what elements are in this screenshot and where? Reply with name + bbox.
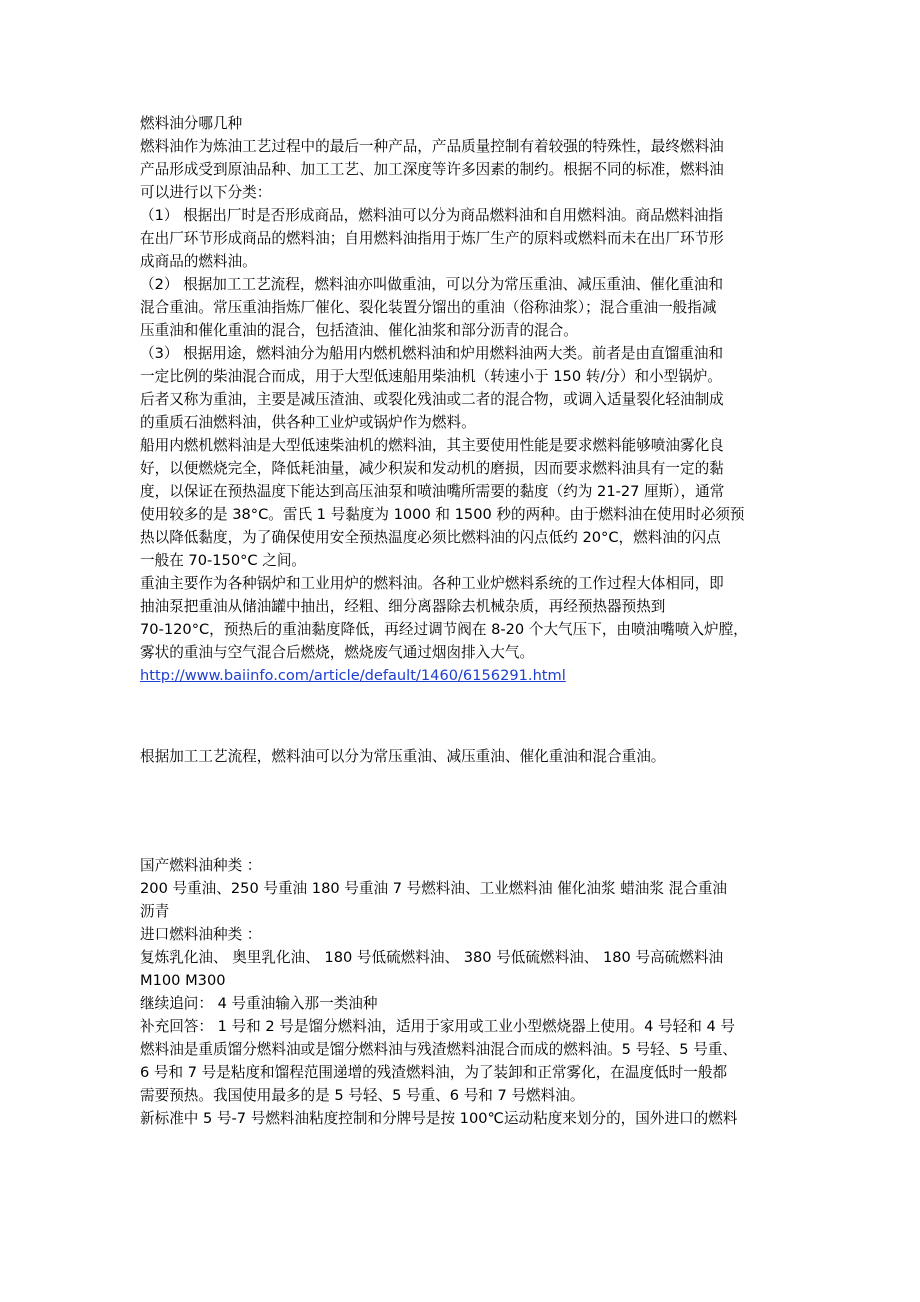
marine-line: 好，以便燃烧完全，降低耗油量，减少积炭和发动机的磨损，因而要求燃料油具有一定的黏 [140,460,724,477]
section2-line: （2） 根据加工工艺流程，燃料油亦叫做重油，可以分为常压重油、减压重油、催化重油和 [140,276,724,293]
section1-line: 在出厂环节形成商品的燃料油；自用燃料油指用于炼厂生产的原料或燃料而未在出厂环节形 [140,230,724,247]
answer-line: 6 号和 7 号是粘度和馏程范围递增的残渣燃料油，为了装卸和正常雾化，在温度低时一般都 [140,1064,728,1081]
section3-line: 后者又称为重油，主要是减压渣油、或裂化残油或二者的混合物，或调入适量裂化轻油制成 [140,391,724,408]
answer-line: 补充回答： 1 号和 2 号是馏分燃料油，适用于家用或工业小型燃烧器上使用。4 号轻和 4 号 [140,1018,735,1035]
section3-line: 一定比例的柴油混合而成，用于大型低速船用柴油机（转速小于 150 转/分）和小型锅炉。 [140,368,723,385]
import-line: M100 M300 [140,972,226,989]
heavy-oil-line: 雾状的重油与空气混合后燃烧，燃烧废气通过烟囱排入大气。 [140,644,535,661]
marine-line: 使用较多的是 38°C。雷氏 1 号黏度为 1000 和 1500 秒的两种。由于燃料油在使用时必须预 [140,506,745,523]
section2-line: 混合重油。常压重油指炼厂催化、裂化装置分馏出的重油（俗称油浆）；混合重油一般指减 [140,299,717,316]
doc-title: 燃料油分哪几种 [140,115,243,132]
section1-line: 成商品的燃料油。 [140,253,257,270]
import-title: 进口燃料油种类 ： [140,926,262,943]
marine-line: 热以降低黏度，为了确保使用安全预热温度必须比燃料油的闪点低约 20°C，燃料油的闪点 [140,529,721,546]
marine-line: 一般在 70-150°C 之间。 [140,552,307,569]
spacer [140,768,790,854]
import-line: 复炼乳化油、 奥里乳化油、 180 号低硫燃料油、 380 号低硫燃料油、 180 号高硫燃料油 [140,949,724,966]
marine-line: 度，以保证在预热温度下能达到高压油泵和喷油嘴所需要的黏度（约为 21-27 厘斯），通常 [140,483,725,500]
heavy-oil-line: 重油主要作为各种锅炉和工业用炉的燃料油。各种工业炉燃料系统的工作过程大体相同，即 [140,575,724,592]
section2-line: 压重油和催化重油的混合，包括渣油、催化油浆和部分沥青的混合。 [140,322,578,339]
intro-line: 燃料油作为炼油工艺过程中的最后一种产品，产品质量控制有着较强的特殊性，最终燃料油 [140,138,724,155]
domestic-title: 国产燃料油种类 ： [140,857,262,874]
intro-line: 产品形成受到原油品种、加工工艺、加工深度等许多因素的制约。根据不同的标准，燃料油 [140,161,724,178]
section3-line: 的重质石油燃料油，供各种工业炉或锅炉作为燃料。 [140,414,476,431]
section3-line: （3） 根据用途，燃料油分为船用内燃机燃料油和炉用燃料油两大类。前者是由直馏重油和 [140,345,724,362]
source-link[interactable]: http://www.baiinfo.com/article/default/1460/6156291.html [140,667,566,684]
summary-line: 根据加工工艺流程，燃料油可以分为常压重油、减压重油、催化重油和混合重油。 [140,748,666,765]
answer-line: 燃料油是重质馏分燃料油或是馏分燃料油与残渣燃料油混合而成的燃料油。5 号轻、5 号重、 [140,1041,738,1058]
document-body [140,112,790,1130]
heavy-oil-line: 70-120°C，预热后的重油黏度降低，再经过调节阀在 8-20 个大气压下，由喷油嘴喷入炉膛， [140,621,748,638]
spacer [140,687,790,745]
answer-line: 新标准中 5 号-7 号燃料油粘度控制和分牌号是按 100℃运动粘度来划分的，国外进口的燃料 [140,1110,738,1127]
source-link-row [140,664,790,687]
domestic-line: 沥青 [140,903,170,920]
heavy-oil-line: 抽油泵把重油从储油罐中抽出，经粗、细分离器除去机械杂质，再经预热器预热到 [140,598,666,615]
marine-line: 船用内燃机燃料油是大型低速柴油机的燃料油，其主要使用性能是要求燃料能够喷油雾化良 [140,437,724,454]
intro-line: 可以进行以下分类： [140,184,272,201]
section1-line: （1） 根据出厂时是否形成商品，燃料油可以分为商品燃料油和自用燃料油。商品燃料油指 [140,207,724,224]
followup-line: 继续追问： 4 号重油输入那一类油种 [140,995,378,1012]
answer-line: 需要预热。我国使用最多的是 5 号轻、5 号重、6 号和 7 号燃料油。 [140,1087,585,1104]
domestic-line: 200 号重油、250 号重油 180 号重油 7 号燃料油、工业燃料油 催化油浆 蜡油浆 混合重油 [140,880,728,897]
